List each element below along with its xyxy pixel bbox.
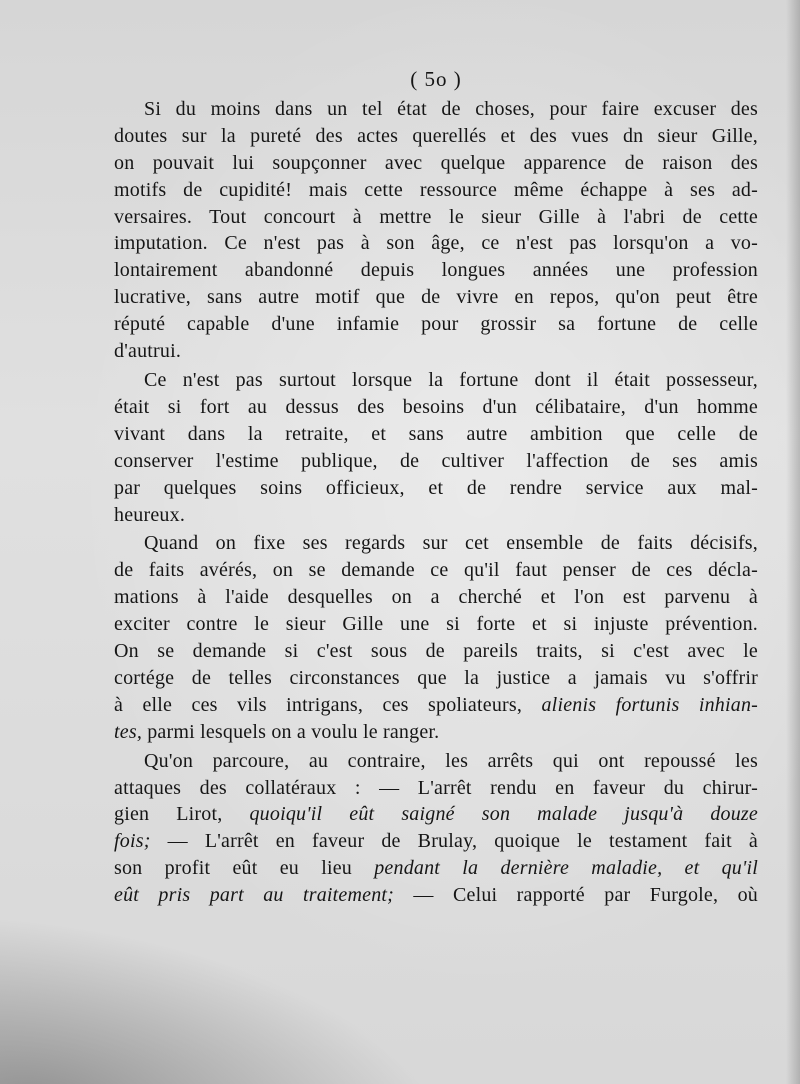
paragraph-1	[114, 96, 758, 365]
italic-latin-phrase-end: tes,	[114, 720, 143, 743]
italic-phrase: fois;	[114, 830, 151, 853]
text-segment: gien Lirot,	[114, 803, 223, 826]
text-segment: son profit eût eu lieu	[114, 857, 352, 880]
italic-phrase: quoiqu'il eût saigné son malade jusqu'à douze	[249, 803, 758, 826]
text-segment: — Celui rapporté par Furgole, où	[394, 884, 758, 907]
paragraph-4	[114, 748, 758, 909]
text-line: Si du moins dans un tel état de choses, pour faire excuser des	[144, 97, 758, 120]
text-segment: à elle ces vils intrigans, ces spoliateurs,	[114, 693, 523, 716]
page-edge-shadow	[786, 0, 800, 1084]
text-line: Quand on fixe ses regards sur cet ensemble de faits décisifs,	[144, 532, 758, 555]
text-line: lontairement abandonné depuis longues années une profession	[114, 259, 758, 282]
text-line: conserver l'estime publique, de cultiver l'affection de ses amis	[114, 449, 758, 472]
text-line: Qu'on parcoure, au contraire, les arrêts qui ont repoussé les	[144, 749, 758, 772]
text-line: on pouvait lui soupçonner avec quelque apparence de raison des	[114, 151, 758, 174]
text-line: On se demande si c'est sous de pareils traits, si c'est avec le	[114, 640, 758, 663]
italic-latin-phrase: alienis fortunis inhian-	[541, 693, 758, 716]
text-line: imputation. Ce n'est pas à son âge, ce n'est pas lorsqu'on a vo-	[114, 232, 758, 255]
text-line: vivant dans la retraite, et sans autre ambition que celle de	[114, 422, 758, 445]
text-segment: — L'arrêt en faveur de Brulay, quoique le testament fait à	[150, 830, 758, 853]
text-line: d'autrui.	[114, 340, 182, 363]
italic-phrase: eût pris part au traitement;	[114, 884, 395, 907]
text-line	[114, 855, 758, 882]
italic-phrase: pendant la dernière maladie, et qu'il	[374, 857, 758, 880]
text-line: était si fort au dessus des besoins d'un célibataire, d'un homme	[114, 395, 758, 418]
text-line: mations à l'aide desquelles on a cherché et l'on est parvenu à	[114, 586, 758, 609]
paragraph-2	[114, 367, 758, 528]
text-line: cortége de telles circonstances que la justice a jamais vu s'offrir	[114, 666, 758, 689]
text-line: exciter contre le sieur Gille une si forte et si injuste prévention.	[114, 613, 758, 636]
text-line: motifs de cupidité! mais cette ressource même échappe à ses ad-	[114, 178, 758, 201]
text-line: tes, parmi lesquels on a voulu le ranger.	[114, 720, 440, 743]
text-line: attaques des collatéraux : — L'arrêt rendu en faveur du chirur-	[114, 776, 758, 799]
page-number: ( 5o )	[410, 67, 462, 91]
text-line: doutes sur la pureté des actes querellés et des vues dn sieur Gille,	[114, 124, 758, 147]
page-corner-shadow	[0, 909, 473, 1084]
text-line	[114, 692, 758, 719]
text-line: Ce n'est pas surtout lorsque la fortune dont il était possesseur,	[144, 368, 758, 391]
text-line: par quelques soins officieux, et de rendre service aux mal-	[114, 476, 758, 499]
text-line: réputé capable d'une infamie pour grossir sa fortune de celle	[114, 313, 758, 336]
paragraph-3	[114, 530, 758, 745]
text-line: de faits avérés, on se demande ce qu'il faut penser de ces décla-	[114, 559, 758, 582]
text-line	[114, 801, 758, 828]
text-line	[114, 828, 758, 855]
text-line: heureux.	[114, 503, 186, 526]
text-line: versaires. Tout concourt à mettre le sieur Gille à l'abri de cette	[114, 205, 758, 228]
text-line	[114, 882, 758, 909]
text-line: lucrative, sans autre motif que de vivre en repos, qu'on peut être	[114, 286, 758, 309]
body-text	[114, 66, 758, 911]
